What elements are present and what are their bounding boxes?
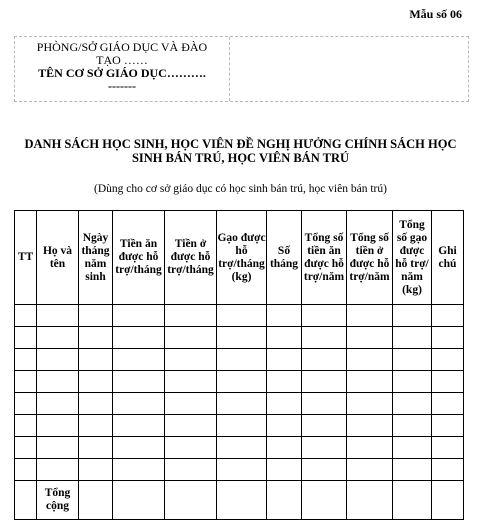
form-code: Mẫu số 06 [409, 7, 462, 21]
column-header: Tiền ăn được hỗ trợ/tháng [113, 211, 165, 305]
table-cell[interactable] [217, 393, 267, 415]
table-cell[interactable] [113, 305, 165, 327]
table-cell[interactable] [37, 459, 79, 481]
table-cell[interactable] [347, 481, 393, 520]
table-cell[interactable] [393, 393, 432, 415]
table-cell[interactable] [113, 459, 165, 481]
table-cell[interactable] [217, 459, 267, 481]
table-cell[interactable] [267, 481, 302, 520]
table-cell[interactable] [432, 371, 464, 393]
table-cell[interactable] [432, 349, 464, 371]
table-cell[interactable] [393, 305, 432, 327]
column-header: Ghi chú [432, 211, 464, 305]
table-cell[interactable] [15, 437, 37, 459]
table-cell[interactable] [432, 415, 464, 437]
table-cell[interactable] [302, 305, 347, 327]
table-cell[interactable] [267, 327, 302, 349]
table-row [15, 327, 464, 349]
table-cell[interactable] [165, 305, 217, 327]
table-cell[interactable] [113, 393, 165, 415]
table-cell[interactable] [15, 481, 37, 520]
table-cell[interactable] [267, 349, 302, 371]
table-cell[interactable] [347, 437, 393, 459]
school-name: TÊN CƠ SỞ GIÁO DỤC………. [38, 66, 206, 80]
column-header: Họ và tên [37, 211, 79, 305]
table-cell[interactable] [217, 349, 267, 371]
table-cell[interactable] [37, 393, 79, 415]
table-cell[interactable] [217, 415, 267, 437]
table-cell[interactable] [165, 437, 217, 459]
table-cell[interactable] [113, 415, 165, 437]
table-cell[interactable] [302, 371, 347, 393]
table-cell[interactable] [432, 393, 464, 415]
table-cell[interactable] [393, 371, 432, 393]
table-cell[interactable] [267, 371, 302, 393]
table-cell[interactable] [393, 481, 432, 520]
table-cell[interactable] [393, 327, 432, 349]
table-cell[interactable] [267, 305, 302, 327]
table-cell[interactable] [347, 371, 393, 393]
table-cell[interactable] [79, 393, 113, 415]
table-cell[interactable] [393, 459, 432, 481]
table-cell[interactable] [15, 327, 37, 349]
table-cell[interactable] [432, 459, 464, 481]
table-cell[interactable] [165, 459, 217, 481]
column-header: TT [15, 211, 37, 305]
table-cell[interactable] [165, 393, 217, 415]
agency-name-line2: TẠO …… [96, 53, 148, 67]
table-cell[interactable] [165, 415, 217, 437]
agency-name-line1: PHÒNG/SỞ GIÁO DỤC VÀ ĐÀO [36, 40, 208, 54]
table-cell[interactable] [432, 327, 464, 349]
table-cell[interactable] [347, 393, 393, 415]
column-header: Tổng số gạo được hỗ trợ/ năm (kg) [393, 211, 432, 305]
table-cell[interactable] [165, 371, 217, 393]
table-cell[interactable] [393, 437, 432, 459]
table-row [15, 415, 464, 437]
total-label: Tổng cộng [37, 481, 79, 520]
table-cell[interactable] [432, 305, 464, 327]
table-cell[interactable] [113, 349, 165, 371]
table-cell[interactable] [302, 459, 347, 481]
table-cell[interactable] [347, 349, 393, 371]
table-cell[interactable] [217, 437, 267, 459]
total-row [15, 481, 464, 520]
table-cell[interactable] [347, 415, 393, 437]
table-cell[interactable] [113, 371, 165, 393]
student-table [14, 210, 464, 520]
table-cell[interactable] [217, 305, 267, 327]
table-row [15, 393, 464, 415]
table-row [15, 437, 464, 459]
column-header: Tổng số tiền ăn được hỗ trợ/năm [302, 211, 347, 305]
table-cell[interactable] [347, 459, 393, 481]
table-cell[interactable] [113, 481, 165, 520]
table-cell[interactable] [347, 327, 393, 349]
table-cell[interactable] [79, 459, 113, 481]
table-cell[interactable] [432, 437, 464, 459]
table-cell[interactable] [217, 371, 267, 393]
letterhead-blank [230, 37, 468, 101]
column-header: Tiền ở được hỗ trợ/tháng [165, 211, 217, 305]
table-row [15, 371, 464, 393]
document-subtitle: (Dùng cho cơ sở giáo dục có học sinh bán trú, học viên bán trú) [94, 183, 387, 195]
table-cell[interactable] [302, 437, 347, 459]
table-cell[interactable] [15, 415, 37, 437]
table-cell[interactable] [37, 437, 79, 459]
table-cell[interactable] [79, 415, 113, 437]
table-cell[interactable] [15, 349, 37, 371]
table-cell[interactable] [79, 327, 113, 349]
table-cell[interactable] [113, 327, 165, 349]
table-cell[interactable] [302, 327, 347, 349]
letterhead-box [14, 36, 469, 102]
letterhead-agency [15, 37, 230, 101]
table-cell[interactable] [79, 371, 113, 393]
table-cell[interactable] [15, 305, 37, 327]
table-cell[interactable] [302, 349, 347, 371]
table-cell[interactable] [37, 415, 79, 437]
table-row [15, 459, 464, 481]
table-cell[interactable] [37, 327, 79, 349]
column-header: Số tháng [267, 211, 302, 305]
table-row [15, 305, 464, 327]
column-header: Tổng số tiền ở được hỗ trợ/năm [347, 211, 393, 305]
column-header: Gạo được hỗ trợ/tháng (kg) [217, 211, 267, 305]
table-cell[interactable] [15, 371, 37, 393]
table-cell[interactable] [393, 349, 432, 371]
table-cell[interactable] [113, 437, 165, 459]
table-cell[interactable] [302, 393, 347, 415]
table-cell[interactable] [37, 305, 79, 327]
table-cell[interactable] [37, 371, 79, 393]
table-cell[interactable] [79, 437, 113, 459]
document-title: DANH SÁCH HỌC SINH, HỌC VIÊN ĐỀ NGHỊ HƯỞNG CHÍNH SÁCH HỌC SINH BÁN TRÚ, HỌC VIÊN BÁN TRÚ [24, 137, 457, 165]
table-cell[interactable] [79, 481, 113, 520]
table-cell[interactable] [79, 349, 113, 371]
table-cell[interactable] [267, 415, 302, 437]
table-cell[interactable] [393, 415, 432, 437]
table-cell[interactable] [267, 437, 302, 459]
table-cell[interactable] [347, 305, 393, 327]
table-header-row [15, 211, 464, 305]
table-cell[interactable] [267, 393, 302, 415]
table-cell[interactable] [217, 481, 267, 520]
table-cell[interactable] [165, 349, 217, 371]
table-cell[interactable] [165, 327, 217, 349]
table-cell[interactable] [79, 305, 113, 327]
divider-dashes: ------- [108, 79, 136, 93]
table-cell[interactable] [217, 327, 267, 349]
table-cell[interactable] [302, 415, 347, 437]
table-cell[interactable] [267, 459, 302, 481]
table-cell[interactable] [432, 481, 464, 520]
column-header: Ngày tháng năm sinh [79, 211, 113, 305]
table-cell[interactable] [37, 349, 79, 371]
table-cell[interactable] [165, 481, 217, 520]
table-cell[interactable] [302, 481, 347, 520]
table-cell[interactable] [15, 459, 37, 481]
table-row [15, 349, 464, 371]
table-cell[interactable] [15, 393, 37, 415]
